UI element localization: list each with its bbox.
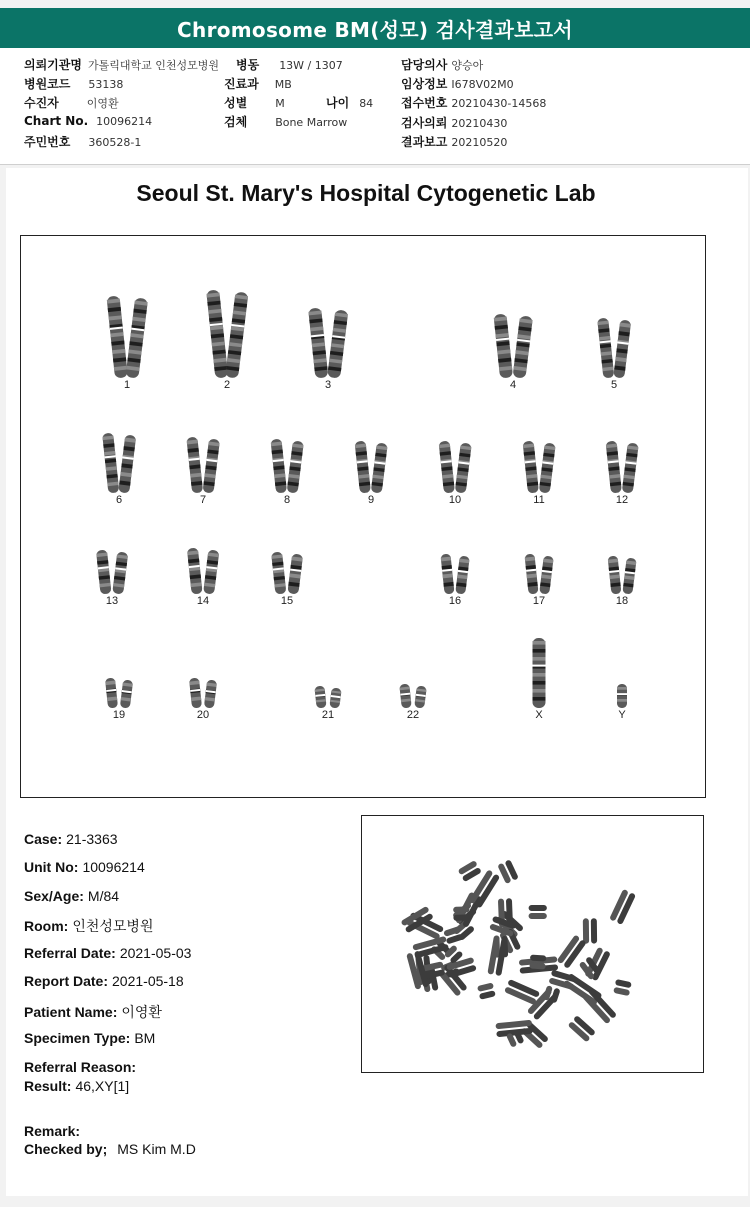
detail-value: 인천성모병원	[72, 918, 154, 934]
info-value: 20210430	[451, 117, 508, 130]
chromosome-pair-12	[606, 441, 639, 494]
info-institution	[24, 56, 219, 73]
detail-value: MS Kim M.D	[117, 1141, 196, 1157]
info-value: MB	[274, 78, 292, 91]
karyotype-label: 11	[533, 494, 545, 506]
metaphase-chromosome	[543, 985, 561, 1003]
info-label: 결과보고	[401, 135, 448, 149]
info-value: Bone Marrow	[275, 116, 348, 129]
karyotype-label: 6	[115, 494, 123, 506]
info-label: 검사의뢰	[401, 116, 448, 130]
info-label: 임상정보	[401, 77, 448, 91]
karyotype-label: 1	[123, 379, 131, 391]
info-value: 이영환	[86, 97, 119, 110]
detail-label: Patient Name:	[24, 1004, 118, 1020]
detail-room	[24, 916, 153, 936]
detail-value: 이영환	[121, 1004, 162, 1020]
chromosome-pair-17	[524, 554, 553, 595]
karyotype-label: 14	[196, 595, 210, 607]
chromosome-pair-11	[523, 441, 556, 494]
info-value: 20210430-14568	[451, 97, 547, 110]
chromosome-pair-X	[533, 638, 546, 708]
karyotype-label: X	[535, 709, 543, 721]
karyotype-label: 7	[199, 494, 207, 506]
detail-unit-no	[24, 859, 145, 875]
info-value: 13W / 1307	[279, 59, 343, 72]
metaphase-chromosome	[458, 860, 482, 882]
chromosome-pair-9	[355, 441, 388, 494]
info-resident-no	[24, 133, 141, 150]
info-age	[326, 94, 373, 111]
chromosome-pair-14	[187, 548, 220, 595]
karyotype-label: Y	[618, 709, 626, 721]
chromosome-pair-7	[186, 437, 220, 494]
info-label: Chart No.	[24, 114, 89, 128]
info-value: 84	[359, 97, 374, 110]
metaphase-chromosome	[548, 970, 577, 991]
metaphase-spread-image	[362, 816, 703, 1072]
detail-label: Report Date:	[24, 973, 109, 989]
info-label: 병동	[236, 58, 260, 72]
detail-specimen-type	[24, 1030, 155, 1046]
karyotype-label: 22	[406, 709, 420, 721]
detail-result	[24, 1078, 129, 1094]
info-label: 성별	[224, 96, 248, 110]
detail-label: Room:	[24, 918, 69, 934]
karyotype-label: 13	[105, 595, 119, 607]
info-doctor	[401, 56, 483, 73]
detail-value: 21-3363	[66, 831, 118, 847]
chromosome-pair-2	[206, 290, 248, 379]
detail-label: Sex/Age:	[24, 888, 84, 904]
info-label: 진료과	[224, 77, 259, 91]
info-chart-no	[24, 114, 152, 128]
detail-referral-date	[24, 945, 191, 961]
info-value: 20210520	[451, 136, 508, 149]
info-label: 담당의사	[401, 58, 448, 72]
detail-label: Remark:	[24, 1123, 81, 1139]
info-value: I678V02M0	[451, 78, 514, 91]
chromosome-pair-1	[106, 296, 148, 379]
info-value: 53138	[88, 78, 124, 91]
karyotype-label: 15	[280, 595, 294, 607]
info-clinical	[401, 75, 514, 92]
karyotype-label: 9	[367, 494, 375, 506]
info-label: 수진자	[24, 96, 59, 110]
karyotype-label: 18	[615, 595, 629, 607]
info-ward	[236, 56, 343, 73]
info-value: M	[275, 97, 285, 110]
info-value: 360528-1	[88, 136, 142, 149]
info-label: 나이	[326, 96, 350, 110]
detail-referral-reason	[24, 1059, 140, 1075]
detail-report-date	[24, 973, 184, 989]
info-request-date	[401, 114, 507, 131]
chromosome-pair-20	[189, 678, 217, 709]
detail-value: 2021-05-18	[112, 973, 184, 989]
detail-patient-name	[24, 1002, 162, 1022]
detail-remark	[24, 1123, 84, 1139]
detail-value: 46,XY[1]	[75, 1078, 130, 1094]
chromosome-pair-13	[96, 550, 128, 595]
detail-sex-age	[24, 888, 119, 904]
detail-label: Unit No:	[24, 859, 79, 875]
info-label: 병원코드	[24, 77, 71, 91]
detail-value: 2021-05-03	[119, 945, 192, 961]
metaphase-chromosome	[583, 918, 597, 944]
karyotype-label: 20	[196, 709, 210, 721]
detail-label: Checked by;	[24, 1141, 108, 1157]
metaphase-chromosome	[529, 905, 547, 919]
chromosome-pair-16	[440, 554, 469, 595]
metaphase-chromosome	[613, 979, 632, 996]
chromosome-pair-19	[105, 678, 133, 709]
metaphase-chromosome	[477, 982, 496, 999]
detail-checked-by	[24, 1141, 196, 1157]
chromosome-pair-5	[597, 318, 631, 379]
karyogram-panel	[20, 235, 706, 798]
info-sex	[224, 94, 285, 111]
info-value: 10096214	[96, 115, 153, 128]
info-hospital-code	[24, 75, 123, 92]
karyotype-label: 19	[112, 709, 126, 721]
detail-value: M/84	[87, 888, 120, 904]
info-label: 주민번호	[24, 135, 71, 149]
info-value: 양승아	[451, 59, 484, 72]
chromosome-pair-21	[314, 686, 341, 709]
detail-value: 10096214	[82, 859, 145, 875]
karyotype-label: 10	[448, 494, 462, 506]
lab-title: Seoul St. Mary's Hospital Cytogenetic Lab	[136, 180, 596, 206]
info-patient	[24, 94, 119, 111]
karyotype-label: 2	[223, 379, 231, 391]
detail-label: Case:	[24, 831, 63, 847]
detail-case	[24, 831, 118, 847]
info-label: 접수번호	[401, 96, 448, 110]
karyotype-label: 5	[610, 379, 618, 391]
karyotype-label: 8	[283, 494, 291, 506]
chromosome-pair-8	[270, 439, 303, 494]
info-result-date	[401, 133, 507, 150]
report-document[interactable]	[6, 168, 748, 1196]
karyotype-label: 3	[324, 379, 332, 391]
chromosome-pair-10	[439, 441, 472, 494]
metaphase-chromosome	[504, 979, 540, 1005]
detail-value: BM	[134, 1030, 156, 1046]
karyotype-label: 17	[532, 595, 546, 607]
info-receipt-no	[401, 94, 546, 111]
info-department	[224, 75, 292, 92]
chromosome-pair-6	[102, 433, 136, 494]
karyotype-label: 12	[615, 494, 629, 506]
info-label: 검체	[224, 115, 248, 129]
metaphase-chromosome	[609, 889, 636, 925]
chromosome-pair-Y	[617, 684, 627, 708]
info-value: 가톨릭대학교 인천성모병원	[87, 59, 219, 72]
detail-label: Result:	[24, 1078, 72, 1094]
karyotype-label: 16	[448, 595, 462, 607]
karyotype-label: 21	[321, 709, 335, 721]
metaphase-chromosome	[497, 859, 519, 884]
metaphase-panel	[361, 815, 704, 1073]
chromosome-pair-15	[271, 552, 303, 595]
karyogram-image	[21, 236, 705, 797]
report-header-title	[0, 8, 750, 48]
karyotype-label: 4	[509, 379, 517, 391]
detail-label: Referral Reason:	[24, 1059, 137, 1075]
detail-label: Referral Date:	[24, 945, 116, 961]
detail-label: Specimen Type:	[24, 1030, 131, 1046]
chromosome-pair-18	[608, 556, 637, 595]
chromosome-pair-4	[493, 313, 533, 378]
patient-info-panel	[0, 48, 750, 165]
chromosome-pair-3	[308, 308, 348, 379]
info-label: 의뢰기관명	[24, 58, 82, 72]
header-title-text: Chromosome BM(성모) 검사결과보고서	[177, 17, 573, 42]
chromosome-pair-22	[399, 684, 427, 709]
metaphase-chromosome	[568, 1015, 596, 1043]
info-specimen	[224, 113, 347, 130]
